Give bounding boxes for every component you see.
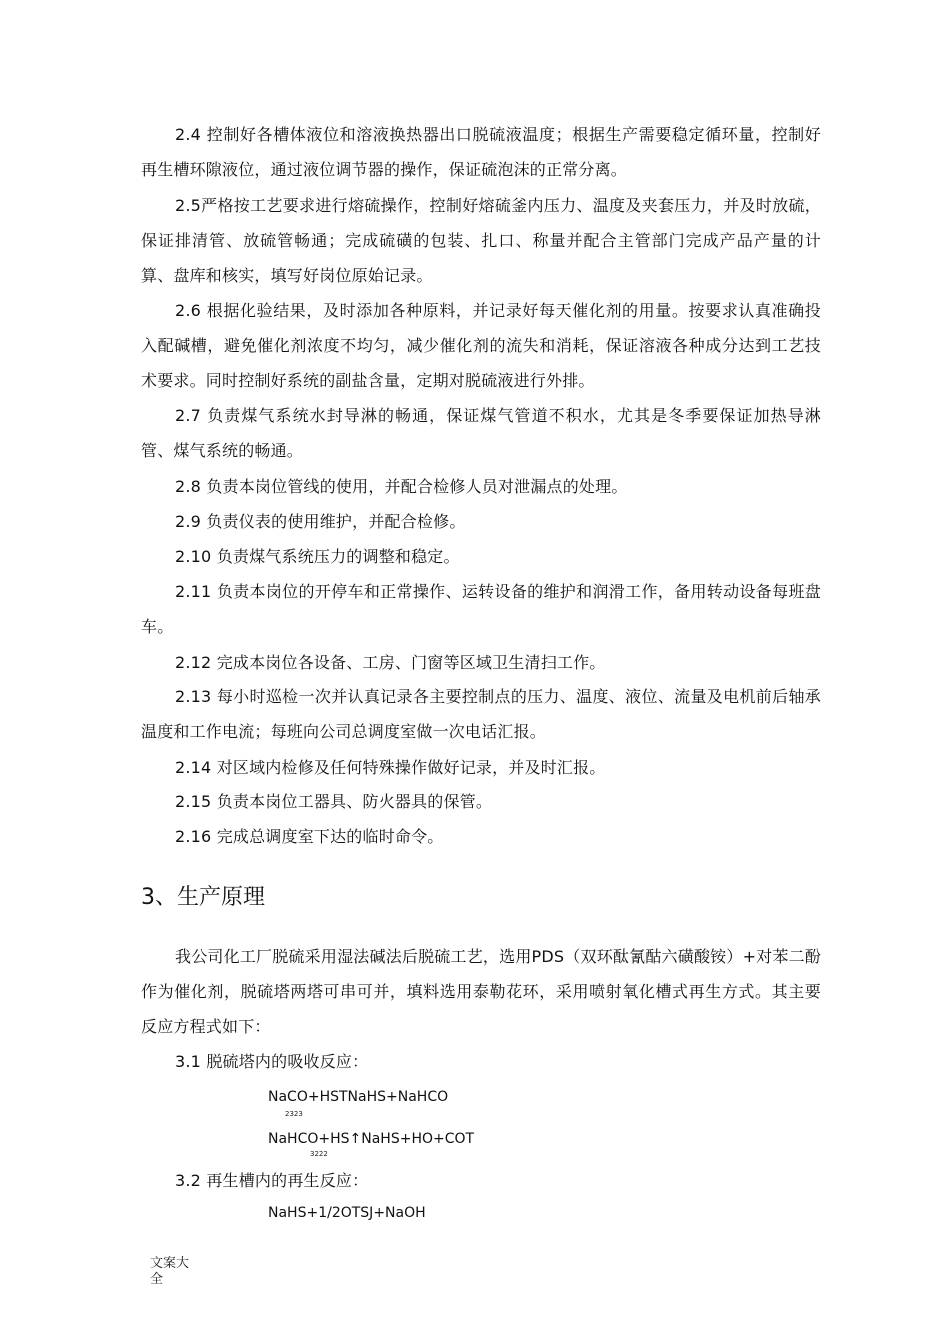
clause-2-6: 2.6 根据化验结果，及时添加各种原料，并记录好每天催化剂的用量。按要求认真准确投入配碱槽，避免催化剂浓度不均匀，减少催化剂的流失和消耗，保证溶液各种成分达到工艺技术要求。同时控制好系统的副盐含量，定期对脱硫液进行外排。 [141,301,821,390]
footer-mark: 文案大全 [150,1256,190,1287]
clause-2-5: 2.5严格按工艺要求进行熔硫操作，控制好熔硫釜内压力、温度及夹套压力，并及时放硫，保证排清管、放硫管畅通；完成硫磺的包装、扎口、称量并配合主管部门完成产品产量的计算、盘库和核实，填写好岗位原始记录。 [141,196,821,285]
regeneration-formula: NaHS+1/2OTSJ+NaOH [268,1205,426,1221]
clause-2-13: 2.13 每小时巡检一次并认真记录各主要控制点的压力、温度、液位、流量及电机前后轴承温度和工作电流；每班向公司总调度室做一次电话汇报。 [141,687,821,741]
clause-2-12: 2.12 完成本岗位各设备、工房、门窗等区域卫生清扫工作。 [175,653,606,672]
clause-2-9: 2.9 负责仪表的使用维护，并配合检修。 [175,512,466,531]
formula-1-subscripts: 2323 [285,1110,303,1118]
clause-2-10: 2.10 负责煤气系统压力的调整和稳定。 [175,547,460,566]
formula-2-subscripts: 3222 [310,1150,328,1158]
clause-2-16: 2.16 完成总调度室下达的临时命令。 [175,827,444,846]
section-heading: 3、生产原理 [141,885,265,910]
absorption-formula-1: NaCO+HSTNaHS+NaHCO [268,1089,449,1105]
clause-2-7: 2.7 负责煤气系统水封导淋的畅通，保证煤气管道不积水，尤其是冬季要保证加热导淋管、煤气系统的畅通。 [141,406,821,460]
absorption-formula-2: NaHCO+HS↑NaHS+HO+COT [268,1131,475,1147]
clause-2-11: 2.11 负责本岗位的开停车和正常操作、运转设备的维护和润滑工作，备用转动设备每班盘车。 [141,582,821,636]
clause-2-14: 2.14 对区域内检修及任何特殊操作做好记录，并及时汇报。 [175,758,606,777]
absorption-title: 3.1 脱硫塔内的吸收反应： [175,1052,369,1071]
regeneration-title: 3.2 再生槽内的再生反应： [175,1171,369,1190]
clause-2-15: 2.15 负责本岗位工器具、防火器具的保管。 [175,792,493,811]
section-intro: 我公司化工厂脱硫采用湿法碱法后脱硫工艺，选用PDS（双环酞氰酤六磺酸铵）+对苯二酚作为催化剂，脱硫塔两塔可串可并，填料选用泰勒花环，采用喷射氧化槽式再生方式。其主要反应方程式如下： [141,947,821,1036]
clause-2-8: 2.8 负责本岗位管线的使用，并配合检修人员对泄漏点的处理。 [175,477,628,496]
clause-2-4: 2.4 控制好各槽体液位和溶液换热器出口脱硫液温度；根据生产需要稳定循环量，控制好再生槽环隙液位，通过液位调节器的操作，保证硫泡沫的正常分离。 [141,125,821,179]
